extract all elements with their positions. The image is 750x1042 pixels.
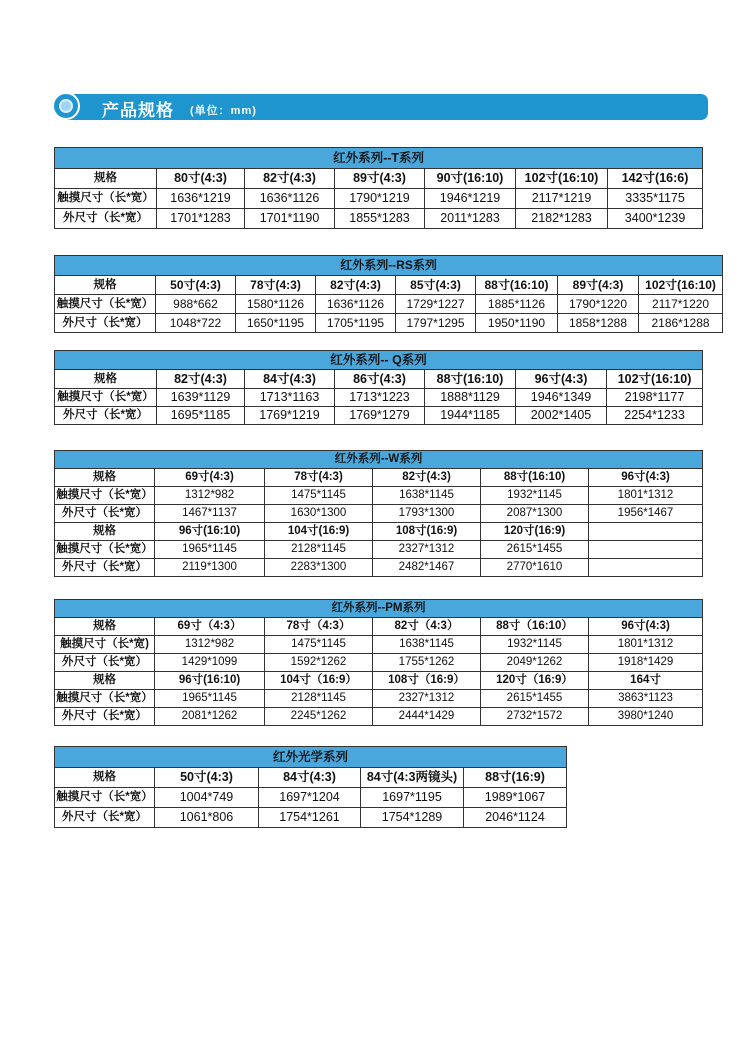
dimension-cell: 2732*1572	[481, 708, 589, 726]
dimension-cell: 2128*1145	[265, 690, 373, 708]
table-row	[55, 209, 703, 229]
size-header-cell: 82寸(4:3)	[157, 370, 245, 389]
row-label: 触摸尺寸（长*宽）	[55, 189, 157, 209]
row-label: 外尺寸（长*宽）	[55, 808, 155, 828]
table-row	[55, 505, 703, 523]
size-header-cell: 96寸(16:10)	[155, 523, 265, 541]
table-header-row	[55, 618, 703, 636]
dimension-cell: 2198*1177	[607, 389, 703, 407]
dimension-cell: 1989*1067	[464, 788, 567, 808]
dimension-cell: 1965*1145	[155, 690, 265, 708]
dimension-cell: 3400*1239	[608, 209, 703, 229]
dimension-cell: 1755*1262	[373, 654, 481, 672]
dimension-cell: 1801*1312	[589, 636, 703, 654]
size-header-cell: 85寸(4:3)	[396, 276, 476, 295]
dimension-cell	[589, 559, 703, 577]
dimension-cell: 1729*1227	[396, 295, 476, 314]
dimension-cell: 1475*1145	[265, 487, 373, 505]
dimension-cell: 1638*1145	[373, 487, 481, 505]
table-row	[55, 654, 703, 672]
table-title: 红外系列--W系列	[55, 451, 703, 469]
dimension-cell: 1888*1129	[425, 389, 516, 407]
table-header-row	[55, 523, 703, 541]
table-title: 红外系列--RS系列	[55, 256, 723, 276]
dimension-cell: 2046*1124	[464, 808, 567, 828]
size-header-cell: 108寸（16:9）	[373, 672, 481, 690]
size-header-cell: 50寸(4:3)	[156, 276, 236, 295]
row-label: 外尺寸（长*宽）	[55, 407, 157, 425]
dimension-cell: 2119*1300	[155, 559, 265, 577]
dimension-cell: 1932*1145	[481, 487, 589, 505]
size-header-cell: 84寸(4:3两镜头)	[361, 768, 464, 788]
dimension-cell: 3335*1175	[608, 189, 703, 209]
size-header-cell: 88寸(16:10)	[425, 370, 516, 389]
dimension-cell: 1429*1099	[155, 654, 265, 672]
spec-table	[54, 147, 703, 229]
dimension-cell: 2444*1429	[373, 708, 481, 726]
dimension-cell: 2327*1312	[373, 541, 481, 559]
row-label: 规格	[55, 618, 155, 636]
spec-table	[54, 746, 567, 828]
table-row	[55, 788, 567, 808]
size-header-cell	[589, 523, 703, 541]
dimension-cell: 2770*1610	[481, 559, 589, 577]
dimension-cell: 1697*1195	[361, 788, 464, 808]
table-title: 红外系列--T系列	[55, 148, 703, 169]
dimension-cell: 3980*1240	[589, 708, 703, 726]
size-header-cell: 84寸(4:3)	[259, 768, 361, 788]
dimension-cell: 1638*1145	[373, 636, 481, 654]
dimension-cell: 1797*1295	[396, 314, 476, 333]
table-row	[55, 636, 703, 654]
size-header-cell: 82寸(4:3)	[373, 469, 481, 487]
table-header-row	[55, 276, 723, 295]
row-label: 规格	[55, 169, 157, 189]
dimension-cell: 2128*1145	[265, 541, 373, 559]
dimension-cell: 1855*1283	[335, 209, 425, 229]
dimension-cell: 2011*1283	[425, 209, 516, 229]
table-row	[55, 487, 703, 505]
row-label: 外尺寸（长*宽）	[55, 654, 155, 672]
dimension-cell: 1650*1195	[236, 314, 316, 333]
dimension-cell: 2327*1312	[373, 690, 481, 708]
table-header-row	[55, 469, 703, 487]
table-row	[55, 690, 703, 708]
row-label: 规格	[55, 370, 157, 389]
size-header-cell: 96寸(16:10)	[155, 672, 265, 690]
row-label: 触摸尺寸（长*宽）	[55, 788, 155, 808]
dimension-cell: 1312*982	[155, 636, 265, 654]
dimension-cell: 1004*749	[155, 788, 259, 808]
table-row	[55, 314, 723, 333]
row-label: 外尺寸（长*宽）	[55, 708, 155, 726]
size-header-cell: 89寸(4:3)	[335, 169, 425, 189]
dimension-cell: 1790*1219	[335, 189, 425, 209]
row-label: 触摸尺寸（长*宽）	[55, 487, 155, 505]
table-header-row	[55, 768, 567, 788]
size-header-cell: 108寸(16:9)	[373, 523, 481, 541]
size-header-cell: 164寸	[589, 672, 703, 690]
size-header-cell: 104寸(16:9)	[265, 523, 373, 541]
size-header-cell: 84寸(4:3)	[245, 370, 335, 389]
dimension-cell: 2482*1467	[373, 559, 481, 577]
page-title: 产品规格	[102, 101, 174, 120]
spec-table	[54, 350, 703, 425]
dimension-cell: 2182*1283	[516, 209, 608, 229]
size-header-cell: 69寸(4:3)	[155, 469, 265, 487]
dimension-cell: 1944*1185	[425, 407, 516, 425]
row-label: 规格	[55, 469, 155, 487]
dimension-cell: 3863*1123	[589, 690, 703, 708]
size-header-cell: 96寸(4:3)	[589, 469, 703, 487]
dimension-cell: 2254*1233	[607, 407, 703, 425]
dimension-cell: 2002*1405	[516, 407, 607, 425]
dimension-cell: 1769*1219	[245, 407, 335, 425]
dimension-cell: 1636*1126	[316, 295, 396, 314]
dimension-cell: 1580*1126	[236, 295, 316, 314]
row-label: 规格	[55, 523, 155, 541]
size-header-cell: 89寸(4:3)	[558, 276, 639, 295]
size-header-cell: 120寸（16:9）	[481, 672, 589, 690]
row-label: 触摸尺寸（长*宽）	[55, 690, 155, 708]
size-header-cell: 88寸(16:10)	[481, 469, 589, 487]
size-header-cell: 96寸(4:3)	[589, 618, 703, 636]
row-label: 触摸尺寸（长*宽）	[55, 541, 155, 559]
dimension-cell: 988*662	[156, 295, 236, 314]
section-banner	[52, 93, 708, 121]
size-header-cell: 78寸（4:3）	[265, 618, 373, 636]
table-row	[55, 407, 703, 425]
table-title: 红外光学系列	[55, 747, 567, 768]
dimension-cell: 1956*1467	[589, 505, 703, 523]
row-label: 触摸尺寸（长*宽）	[55, 389, 157, 407]
dimension-cell: 1639*1129	[157, 389, 245, 407]
dimension-cell: 1636*1126	[245, 189, 335, 209]
row-label: 外尺寸（长*宽）	[55, 505, 155, 523]
dimension-cell: 1918*1429	[589, 654, 703, 672]
dimension-cell: 1636*1219	[157, 189, 245, 209]
table-row	[55, 541, 703, 559]
row-label: 触摸尺寸（长*宽)	[55, 636, 155, 654]
dimension-cell: 1701*1190	[245, 209, 335, 229]
dimension-cell: 1697*1204	[259, 788, 361, 808]
size-header-cell: 104寸（16:9）	[265, 672, 373, 690]
dimension-cell: 1769*1279	[335, 407, 425, 425]
spec-table	[54, 255, 723, 333]
spec-table	[54, 450, 703, 577]
dimension-cell: 2117*1219	[516, 189, 608, 209]
size-header-cell: 96寸(4:3)	[516, 370, 607, 389]
dimension-cell: 1858*1288	[558, 314, 639, 333]
dimension-cell: 1793*1300	[373, 505, 481, 523]
dimension-cell: 1801*1312	[589, 487, 703, 505]
size-header-cell: 88寸(16:10)	[476, 276, 558, 295]
table-row	[55, 808, 567, 828]
dimension-cell: 2186*1288	[639, 314, 723, 333]
dimension-cell: 1695*1185	[157, 407, 245, 425]
dimension-cell: 1467*1137	[155, 505, 265, 523]
table-row	[55, 295, 723, 314]
table-header-row	[55, 169, 703, 189]
dimension-cell: 1713*1223	[335, 389, 425, 407]
size-header-cell: 102寸(16:10)	[607, 370, 703, 389]
size-header-cell: 102寸(16:10)	[639, 276, 723, 295]
size-header-cell: 80寸(4:3)	[157, 169, 245, 189]
dimension-cell	[589, 541, 703, 559]
size-header-cell: 102寸(16:10)	[516, 169, 608, 189]
dimension-cell: 1885*1126	[476, 295, 558, 314]
size-header-cell: 82寸(4:3)	[316, 276, 396, 295]
dimension-cell: 1630*1300	[265, 505, 373, 523]
size-header-cell: 69寸（4:3）	[155, 618, 265, 636]
table-row	[55, 189, 703, 209]
dimension-cell: 1946*1349	[516, 389, 607, 407]
row-label: 规格	[55, 768, 155, 788]
size-header-cell: 88寸(16:9)	[464, 768, 567, 788]
size-header-cell: 90寸(16:10)	[425, 169, 516, 189]
dimension-cell: 2615*1455	[481, 541, 589, 559]
dimension-cell: 1932*1145	[481, 636, 589, 654]
row-label: 触摸尺寸（长*宽）	[55, 295, 156, 314]
size-header-cell: 50寸(4:3)	[155, 768, 259, 788]
dimension-cell: 1061*806	[155, 808, 259, 828]
dimension-cell: 1946*1219	[425, 189, 516, 209]
row-label: 外尺寸（长*宽）	[55, 314, 156, 333]
size-header-cell: 88寸（16:10）	[481, 618, 589, 636]
dimension-cell: 1701*1283	[157, 209, 245, 229]
dimension-cell: 2245*1262	[265, 708, 373, 726]
row-label: 外尺寸（长*宽）	[55, 209, 157, 229]
table-title: 红外系列-- Q系列	[55, 351, 703, 370]
table-row	[55, 389, 703, 407]
dimension-cell: 1965*1145	[155, 541, 265, 559]
dimension-cell: 1312*982	[155, 487, 265, 505]
dimension-cell: 2283*1300	[265, 559, 373, 577]
dimension-cell: 1048*722	[156, 314, 236, 333]
dimension-cell: 2081*1262	[155, 708, 265, 726]
dimension-cell: 2087*1300	[481, 505, 589, 523]
table-header-row	[55, 672, 703, 690]
row-label: 外尺寸（长*宽）	[55, 559, 155, 577]
dimension-cell: 1713*1163	[245, 389, 335, 407]
circle-bullet-icon	[52, 92, 80, 120]
size-header-cell: 82寸(4:3)	[245, 169, 335, 189]
size-header-cell: 120寸(16:9)	[481, 523, 589, 541]
dimension-cell: 1754*1261	[259, 808, 361, 828]
size-header-cell: 86寸(4:3)	[335, 370, 425, 389]
dimension-cell: 1790*1220	[558, 295, 639, 314]
table-title: 红外系列--PM系列	[55, 600, 703, 618]
dimension-cell: 1950*1190	[476, 314, 558, 333]
dimension-cell: 1754*1289	[361, 808, 464, 828]
dimension-cell: 2117*1220	[639, 295, 723, 314]
size-header-cell: 78寸(4:3)	[265, 469, 373, 487]
size-header-cell: 78寸(4:3)	[236, 276, 316, 295]
dimension-cell: 1705*1195	[316, 314, 396, 333]
row-label: 规格	[55, 276, 156, 295]
dimension-cell: 2049*1262	[481, 654, 589, 672]
size-header-cell: 142寸(16:6)	[608, 169, 703, 189]
dimension-cell: 1475*1145	[265, 636, 373, 654]
unit-label: (单位：mm)	[190, 105, 257, 117]
spec-table	[54, 599, 703, 726]
table-row	[55, 708, 703, 726]
table-header-row	[55, 370, 703, 389]
dimension-cell: 1592*1262	[265, 654, 373, 672]
table-row	[55, 559, 703, 577]
size-header-cell: 82寸（4:3）	[373, 618, 481, 636]
row-label: 规格	[55, 672, 155, 690]
dimension-cell: 2615*1455	[481, 690, 589, 708]
